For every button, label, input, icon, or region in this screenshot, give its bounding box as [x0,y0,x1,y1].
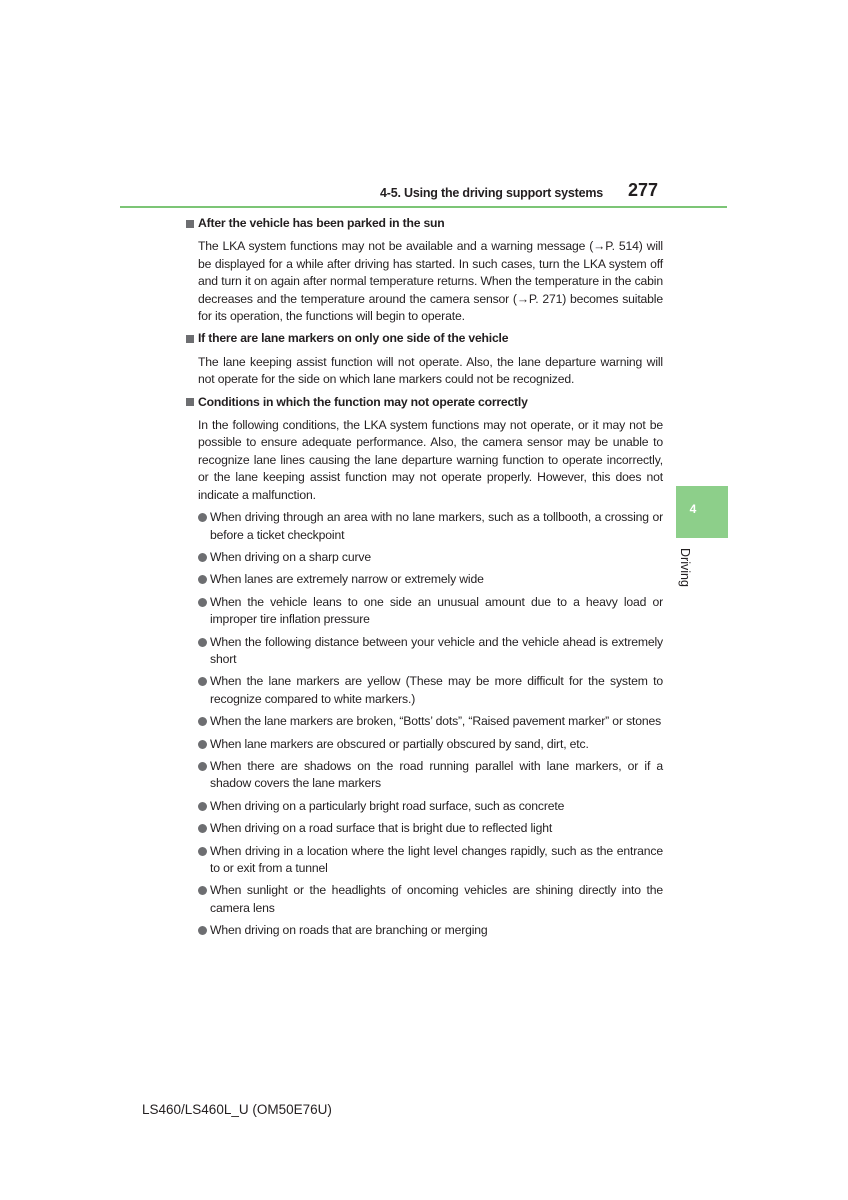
section-heading-text: If there are lane markers on only one side of the vehicle [198,331,509,346]
section-heading-text: After the vehicle has been parked in the sun [198,216,445,230]
chapter-label: Driving [678,548,692,587]
list-item: When there are shadows on the road running parallel with lane markers, or if a shadow covers the lane markers [198,758,663,793]
conditions-list [186,509,663,940]
page-number: 277 [628,180,659,200]
round-bullet-icon [198,802,207,811]
round-bullet-icon [198,553,207,562]
round-bullet-icon [198,926,207,935]
section-heading [186,330,663,347]
chapter-tab [676,486,728,538]
footer-model-code: LS460/LS460L_U (OM50E76U) [142,1102,332,1117]
list-item: When the lane markers are broken, “Botts’ dots”, “Raised pavement marker” or stones [198,713,663,730]
list-item: When lanes are extremely narrow or extremely wide [198,571,663,588]
square-bullet-icon [186,335,194,343]
section-heading [186,394,663,411]
round-bullet-icon [198,886,207,895]
page-content [186,215,663,945]
list-item: When driving on a road surface that is bright due to reflected light [198,820,663,837]
list-item: When lane markers are obscured or partially obscured by sand, dirt, etc. [198,736,663,753]
round-bullet-icon [198,598,207,607]
section-heading-text: Conditions in which the function may not operate correctly [198,394,528,409]
section-paragraph: The LKA system functions may not be available and a warning message (→P. 514) will be displayed for a while after driving has started. In such cases, turn the LKA system off and turn it on again after normal temperature returns. When the temperature in the cabin decreases and the temperature around the camera sensor (→P. 271) becomes suitable for its operation, the functions will begin to operate. [198,239,663,324]
list-item: When driving on a sharp curve [198,549,663,566]
list-item: When driving on roads that are branching or merging [198,922,663,939]
round-bullet-icon [198,638,207,647]
list-item: When sunlight or the headlights of oncoming vehicles are shining directly into the camera lens [198,882,663,917]
list-item: When the following distance between your vehicle and the vehicle ahead is extremely short [198,634,663,669]
list-item: When the lane markers are yellow (These may be more difficult for the system to recognize compared to white markers.) [198,673,663,708]
list-item: When driving in a location where the light level changes rapidly, such as the entrance to or exit from a tunnel [198,843,663,878]
round-bullet-icon [198,824,207,833]
round-bullet-icon [198,513,207,522]
square-bullet-icon [186,398,194,406]
round-bullet-icon [198,717,207,726]
square-bullet-icon [186,220,194,228]
round-bullet-icon [198,740,207,749]
list-item: When driving through an area with no lane markers, such as a tollbooth, a crossing or before a ticket checkpoint [198,509,663,544]
chapter-number: 4 [689,502,697,516]
round-bullet-icon [198,847,207,856]
section-paragraph: In the following conditions, the LKA system functions may not operate, or it may not be possible to ensure adequate performance. Also, the camera sensor may be unable to recognize lane lines causing the lane departure warning function to operate incorrectly, or the lane keeping assist function may not operate properly. However, this does not indicate a malfunction. [198,418,663,502]
section-header: 4-5. Using the driving support systems [380,186,604,200]
list-item: When driving on a particularly bright road surface, such as concrete [198,798,663,815]
section-heading [186,215,663,232]
round-bullet-icon [198,762,207,771]
section-paragraph: The lane keeping assist function will not operate. Also, the lane departure warning will not operate for the side on which lane markers could not be recognized. [198,354,663,387]
round-bullet-icon [198,575,207,584]
header-divider [120,206,727,208]
round-bullet-icon [198,677,207,686]
list-item: When the vehicle leans to one side an unusual amount due to a heavy load or improper tire inflation pressure [198,594,663,629]
